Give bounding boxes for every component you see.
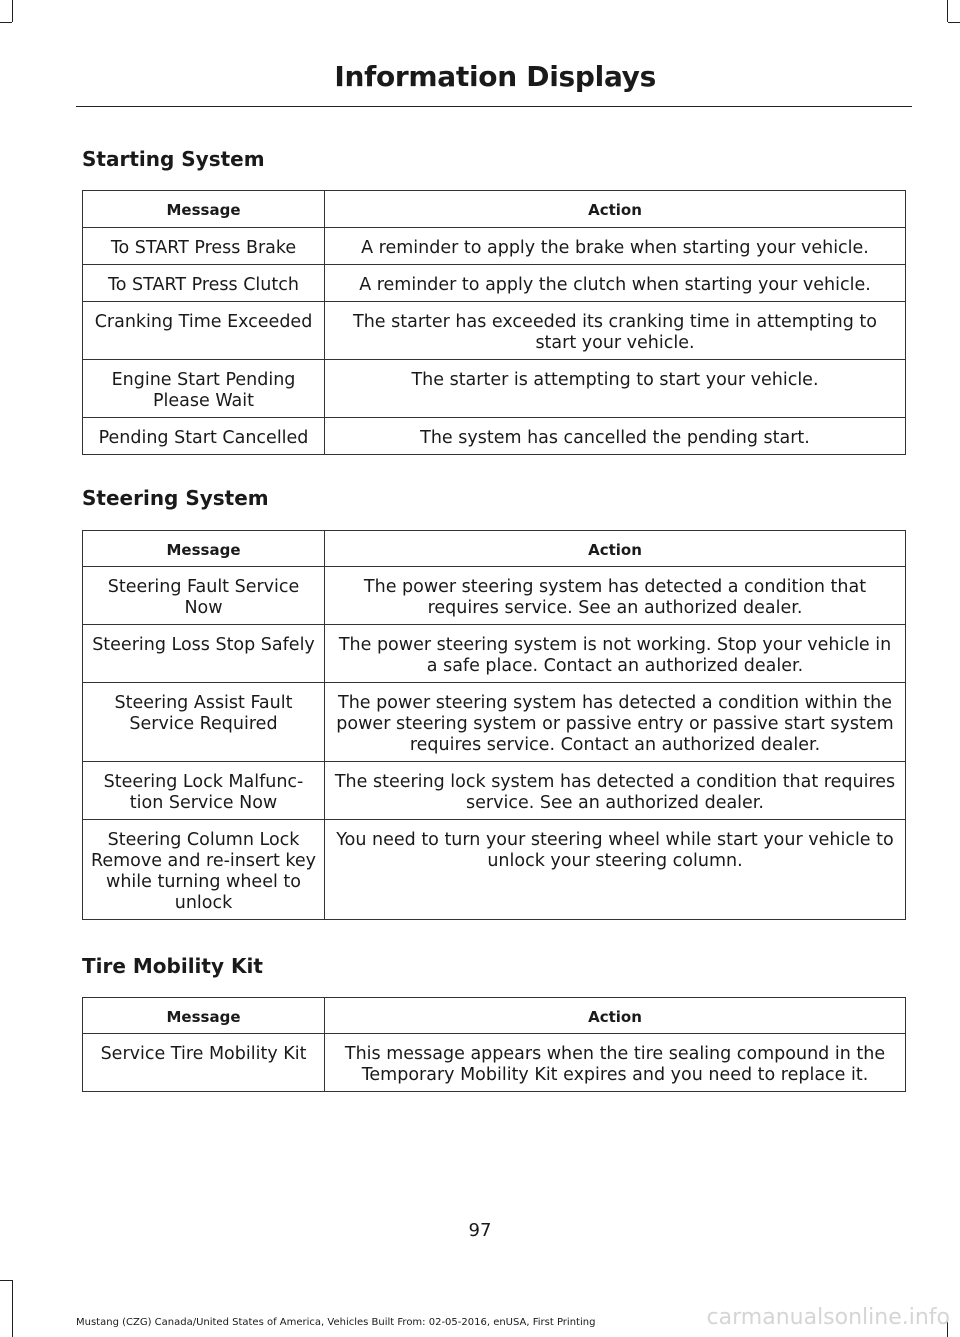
action-cell: The power steering system has detected a condition that requires service. See an authorized dealer. (325, 567, 906, 625)
message-cell: To START Press Brake (83, 228, 325, 265)
message-cell: Steering Loss Stop Safely (83, 625, 325, 683)
message-cell: Steering Lock Malfunc-tion Service Now (83, 762, 325, 820)
watermark: carmanualsonline.info (706, 1305, 950, 1330)
message-cell: Cranking Time Exceeded (83, 302, 325, 360)
action-cell: A reminder to apply the brake when starting your vehicle. (325, 228, 906, 265)
tire-mobility-kit-table (82, 997, 906, 1092)
column-header-message: Message (83, 191, 325, 228)
message-cell: Pending Start Cancelled (83, 418, 325, 455)
action-cell: This message appears when the tire sealing compound in the Temporary Mobility Kit expires and you need to replace it. (325, 1034, 906, 1092)
section-title-steering-system: Steering System (82, 486, 269, 510)
message-cell: Engine Start Pending Please Wait (83, 360, 325, 418)
starting-system-table (82, 190, 906, 455)
crop-mark (0, 22, 12, 23)
table-row (83, 567, 906, 625)
crop-mark (12, 1280, 13, 1337)
steering-system-table (82, 530, 906, 920)
column-header-message: Message (83, 998, 325, 1034)
action-cell: The power steering system has detected a condition within the power steering system or passive entry or passive start system requires service. Contact an authorized dealer. (325, 683, 906, 762)
table-row (83, 360, 906, 418)
action-cell: The power steering system is not working. Stop your vehicle in a safe place. Contact an authorized dealer. (325, 625, 906, 683)
column-header-message: Message (83, 531, 325, 567)
page-title: Information Displays (334, 60, 656, 93)
table-row (83, 1034, 906, 1092)
page-number: 97 (468, 1220, 492, 1241)
action-cell: The system has cancelled the pending start. (325, 418, 906, 455)
action-cell: The steering lock system has detected a condition that requires service. See an authorized dealer. (325, 762, 906, 820)
crop-mark (947, 0, 948, 22)
table-row (83, 302, 906, 360)
table-row (83, 762, 906, 820)
action-cell: The starter has exceeded its cranking time in attempting to start your vehicle. (325, 302, 906, 360)
crop-mark (0, 1280, 12, 1281)
action-cell: You need to turn your steering wheel while start your vehicle to unlock your steering column. (325, 820, 906, 920)
message-cell: To START Press Clutch (83, 265, 325, 302)
message-cell: Steering Fault Service Now (83, 567, 325, 625)
column-header-action: Action (325, 998, 906, 1034)
header-divider (76, 106, 912, 107)
action-cell: The starter is attempting to start your vehicle. (325, 360, 906, 418)
section-title-tire-mobility-kit: Tire Mobility Kit (82, 954, 263, 978)
table-row (83, 418, 906, 455)
table-row (83, 228, 906, 265)
crop-mark (948, 22, 960, 23)
table-row (83, 625, 906, 683)
action-cell: A reminder to apply the clutch when starting your vehicle. (325, 265, 906, 302)
section-title-starting-system: Starting System (82, 147, 265, 171)
message-cell: Steering Column Lock Remove and re-insert key while turning wheel to unlock (83, 820, 325, 920)
table-row (83, 265, 906, 302)
message-cell: Service Tire Mobility Kit (83, 1034, 325, 1092)
table-header-row (83, 998, 906, 1034)
crop-mark (12, 0, 13, 22)
table-header-row (83, 531, 906, 567)
column-header-action: Action (325, 191, 906, 228)
table-row (83, 683, 906, 762)
footer-text: Mustang (CZG) Canada/United States of America, Vehicles Built From: 02-05-2016, enUSA, First Printing (76, 1317, 596, 1328)
table-header-row (83, 191, 906, 228)
column-header-action: Action (325, 531, 906, 567)
table-row (83, 820, 906, 920)
message-cell: Steering Assist Fault Service Required (83, 683, 325, 762)
